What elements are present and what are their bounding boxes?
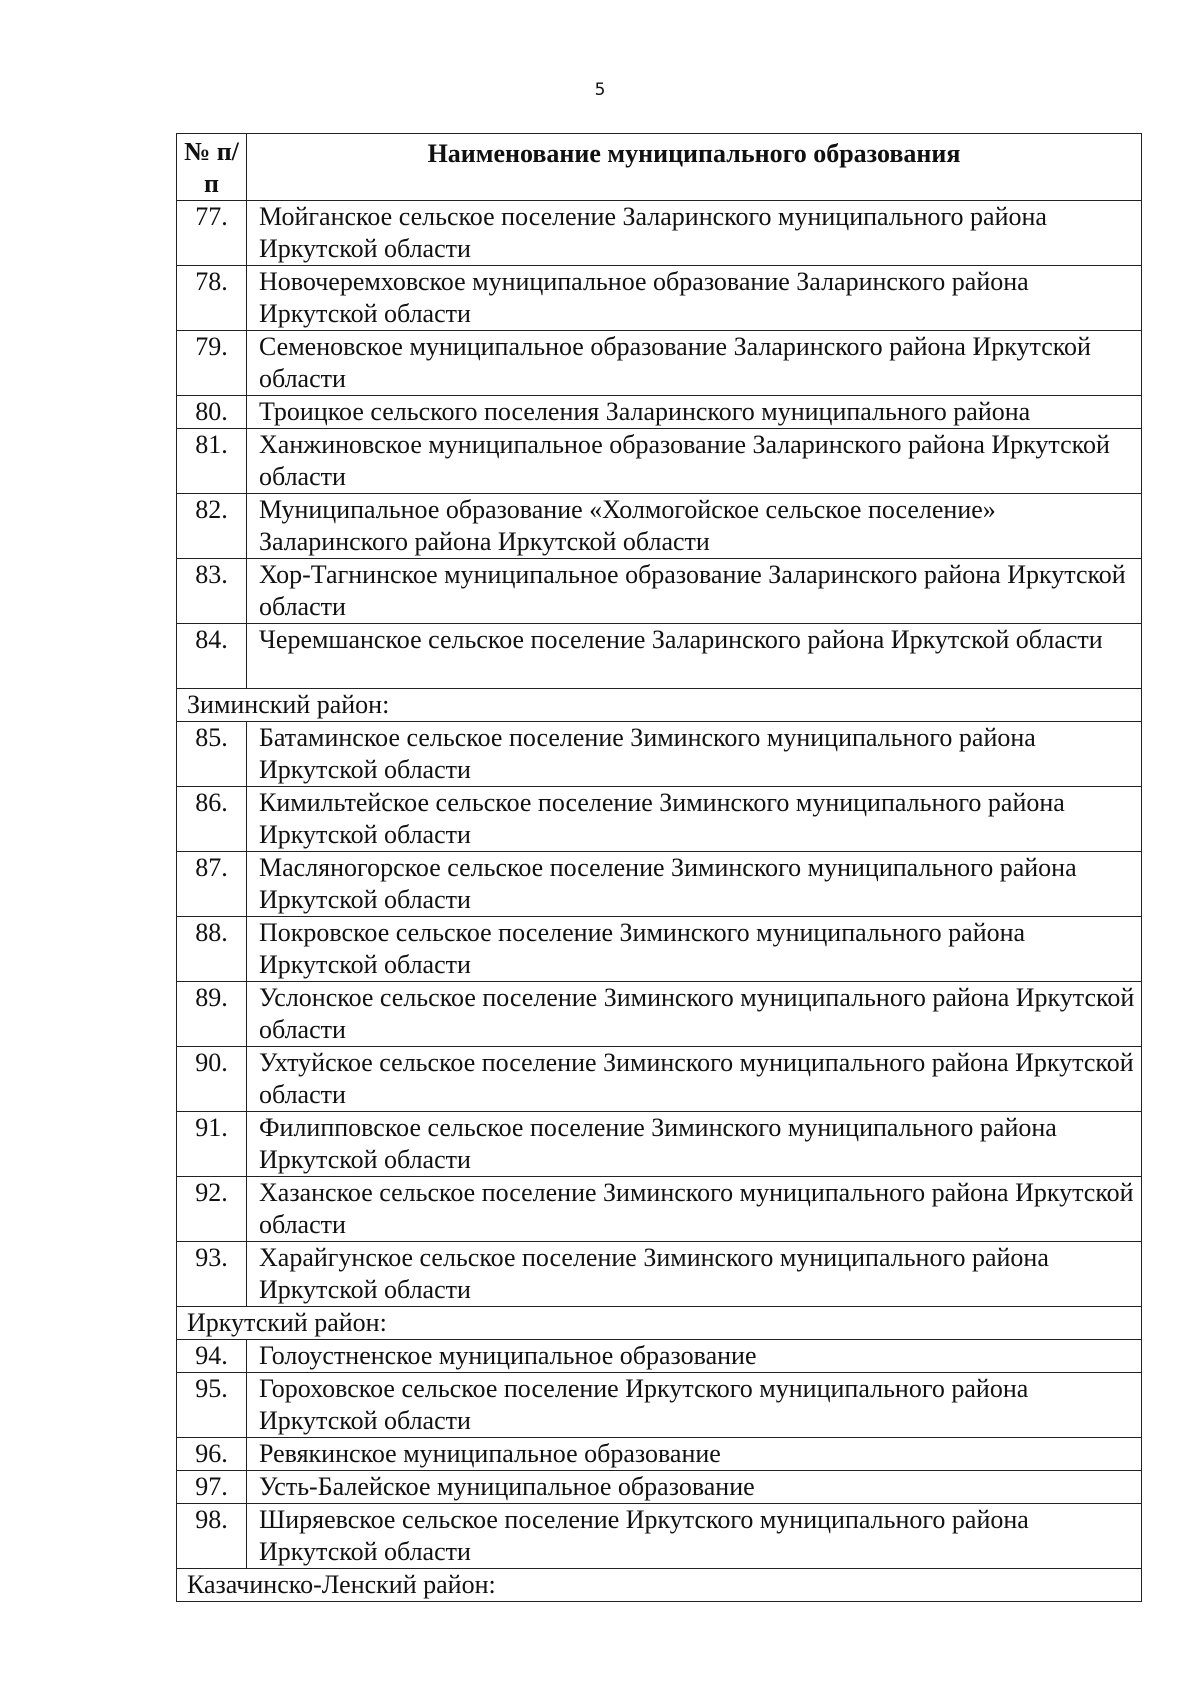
municipality-name: Батаминское сельское поселение Зиминского муниципального района Иркутской области (247, 722, 1142, 787)
row-number: 91. (177, 1112, 247, 1177)
municipality-name: Новочеремховское муниципальное образование Заларинского района Иркутской области (247, 266, 1142, 331)
table-row (177, 982, 1142, 1047)
table-row (177, 1438, 1142, 1471)
table-row (177, 331, 1142, 396)
row-number: 79. (177, 331, 247, 396)
municipalities-table (176, 133, 1142, 1602)
table-row (177, 787, 1142, 852)
row-number: 89. (177, 982, 247, 1047)
municipality-name: Муниципальное образование «Холмогойское сельское поселение» Заларинского района Иркутской области (247, 494, 1142, 559)
row-number: 86. (177, 787, 247, 852)
row-number: 77. (177, 201, 247, 266)
row-number: 85. (177, 722, 247, 787)
page-number: 5 (594, 80, 606, 100)
municipality-name: Мойганское сельское поселение Заларинского муниципального района Иркутской области (247, 201, 1142, 266)
row-number: 94. (177, 1340, 247, 1373)
municipality-name: Семеновское муниципальное образование Заларинского района Иркутской области (247, 331, 1142, 396)
row-number: 92. (177, 1177, 247, 1242)
municipality-name: Харайгунское сельское поселение Зиминского муниципального района Иркутской области (247, 1242, 1142, 1307)
row-number: 83. (177, 559, 247, 624)
table-row (177, 852, 1142, 917)
municipality-name: Хор-Тагнинское муниципальное образование Заларинского района Иркутской области (247, 559, 1142, 624)
row-number: 82. (177, 494, 247, 559)
row-number: 97. (177, 1471, 247, 1504)
municipality-name: Ханжиновское муниципальное образование Заларинского района Иркутской области (247, 429, 1142, 494)
municipality-name: Филипповское сельское поселение Зиминского муниципального района Иркутской области (247, 1112, 1142, 1177)
row-number: 88. (177, 917, 247, 982)
row-number: 87. (177, 852, 247, 917)
municipalities-table-container (176, 133, 1141, 1602)
municipality-name: Усть-Балейское муниципальное образование (247, 1471, 1142, 1504)
table-row (177, 1504, 1142, 1569)
table-row (177, 1373, 1142, 1438)
municipality-name: Ревякинское муниципальное образование (247, 1438, 1142, 1471)
district-name: Казачинско-Ленский район: (177, 1569, 1142, 1602)
district-name: Зиминский район: (177, 689, 1142, 722)
row-number: 78. (177, 266, 247, 331)
row-number: 93. (177, 1242, 247, 1307)
municipality-name: Ширяевское сельское поселение Иркутского муниципального района Иркутской области (247, 1504, 1142, 1569)
municipality-name: Гороховское сельское поселение Иркутского муниципального района Иркутской области (247, 1373, 1142, 1438)
row-number: 95. (177, 1373, 247, 1438)
municipality-name: Услонское сельское поселение Зиминского муниципального района Иркутской области (247, 982, 1142, 1047)
table-row (177, 429, 1142, 494)
table-row (177, 201, 1142, 266)
district-row (177, 689, 1142, 722)
table-row (177, 1340, 1142, 1373)
municipality-name: Кимильтейское сельское поселение Зиминского муниципального района Иркутской области (247, 787, 1142, 852)
municipality-name: Хазанское сельское поселение Зиминского муниципального района Иркутской области (247, 1177, 1142, 1242)
municipality-name: Ухтуйское сельское поселение Зиминского муниципального района Иркутской области (247, 1047, 1142, 1112)
table-row (177, 1047, 1142, 1112)
table-row (177, 722, 1142, 787)
table-row (177, 1112, 1142, 1177)
table-row (177, 266, 1142, 331)
row-number: 90. (177, 1047, 247, 1112)
header-name: Наименование муниципального образования (247, 134, 1142, 201)
municipality-name: Покровское сельское поселение Зиминского муниципального района Иркутской области (247, 917, 1142, 982)
table-header-row (177, 134, 1142, 201)
table-row (177, 1242, 1142, 1307)
table-row (177, 559, 1142, 624)
table-row (177, 494, 1142, 559)
municipality-name: Черемшанское сельское поселение Заларинского района Иркутской области (247, 624, 1142, 689)
municipality-name: Голоустненское муниципальное образование (247, 1340, 1142, 1373)
district-name: Иркутский район: (177, 1307, 1142, 1340)
table-row (177, 1471, 1142, 1504)
municipality-name: Троицкое сельского поселения Заларинского муниципального района (247, 396, 1142, 429)
district-row (177, 1569, 1142, 1602)
row-number: 98. (177, 1504, 247, 1569)
table-body (177, 201, 1142, 1602)
table-row (177, 624, 1142, 689)
table-row (177, 917, 1142, 982)
row-number: 80. (177, 396, 247, 429)
row-number: 96. (177, 1438, 247, 1471)
table-row (177, 1177, 1142, 1242)
header-number: № п/п (177, 134, 247, 201)
row-number: 81. (177, 429, 247, 494)
district-row (177, 1307, 1142, 1340)
row-number: 84. (177, 624, 247, 689)
municipality-name: Масляногорское сельское поселение Зиминского муниципального района Иркутской области (247, 852, 1142, 917)
table-row (177, 396, 1142, 429)
